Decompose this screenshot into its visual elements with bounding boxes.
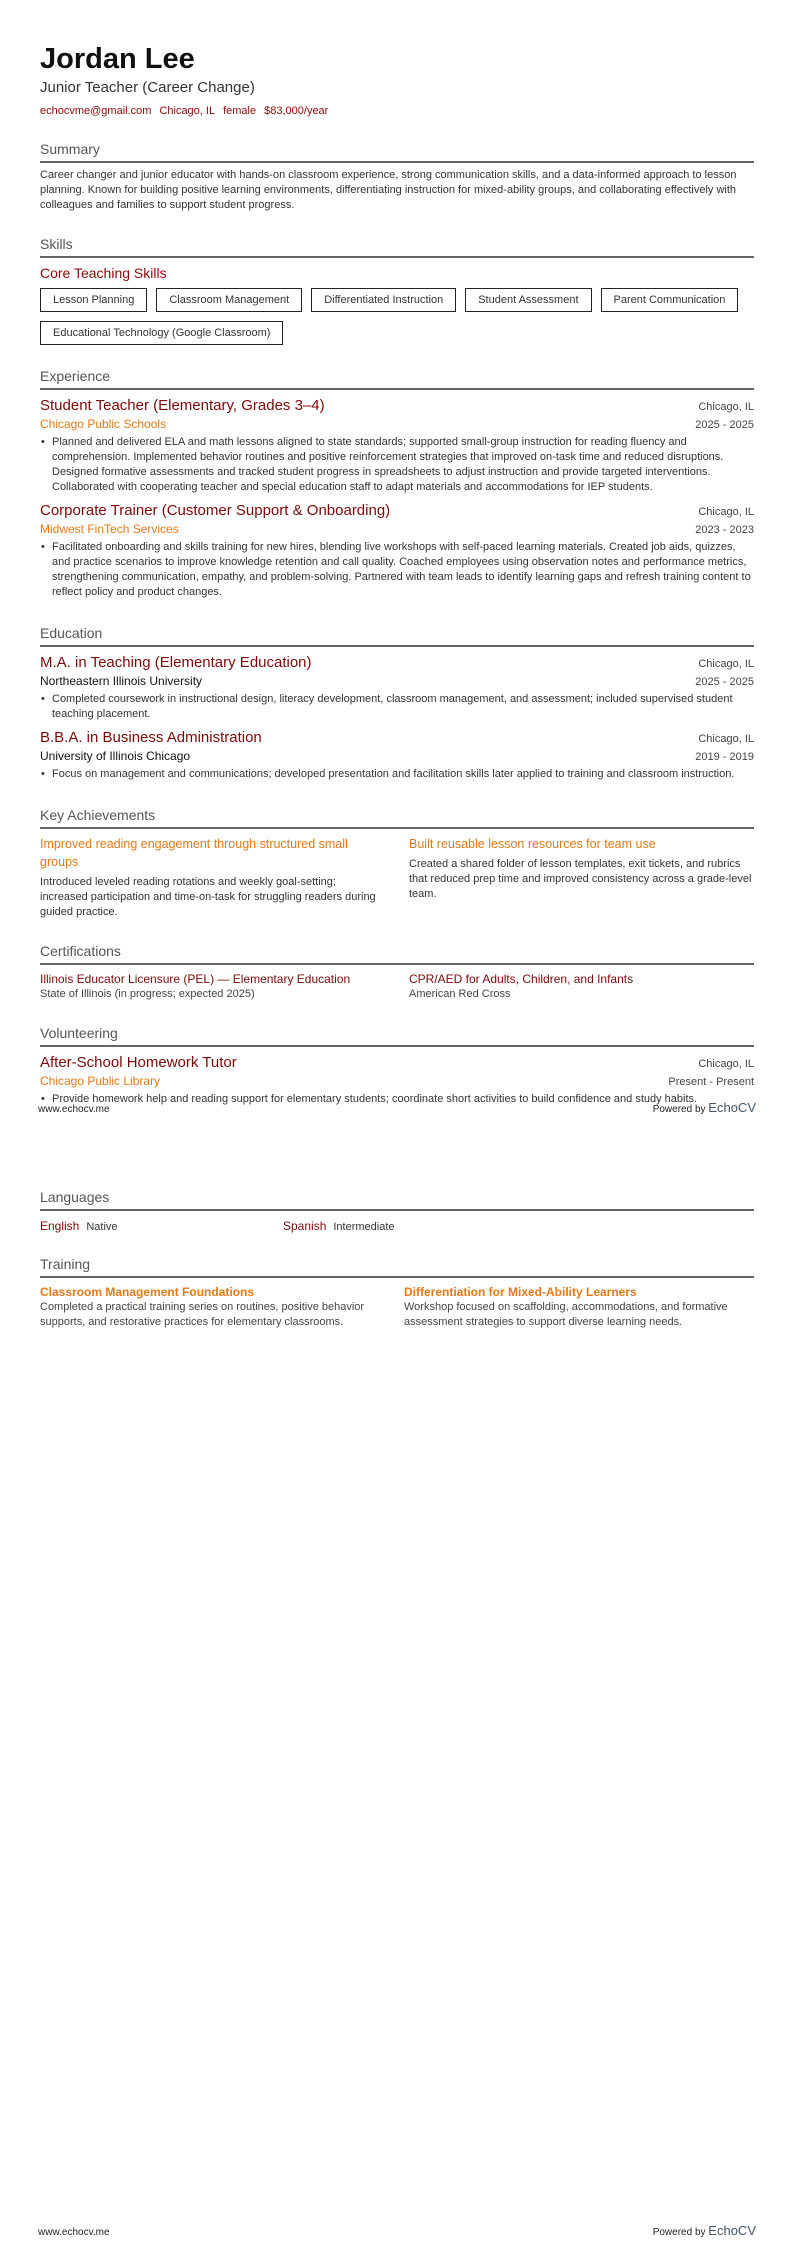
skill-tag: Differentiated Instruction	[311, 288, 456, 312]
language-level: Native	[86, 1221, 118, 1233]
candidate-name: Jordan Lee	[40, 43, 195, 75]
job-location: Chicago, IL	[698, 401, 754, 413]
section-heading: Certifications	[40, 942, 754, 965]
volunteer-org: Chicago Public Library	[40, 1074, 161, 1088]
page-footer	[38, 2223, 756, 2238]
summary-text: Career changer and junior educator with hands-on classroom experience, strong communication skills, and a data-informed approach to lesson planning. Known for building positive learning environments, differentiating instruction for mixed-ability groups, and collaborating effectively with colleagues and families to support student progress.	[40, 169, 737, 211]
job-company: Chicago Public Schools	[40, 417, 167, 431]
brand-logo[interactable]: EchoCV	[708, 1100, 756, 1115]
certifications-section	[40, 942, 754, 1002]
achievement-description: Created a shared folder of lesson templates, exit tickets, and rubrics that reduced prep time and improved consistency across a grade-level team.	[409, 858, 752, 900]
section-heading: Skills	[40, 235, 754, 258]
job-title: Corporate Trainer (Customer Support & Onboarding)	[40, 502, 391, 519]
job-company: Midwest FinTech Services	[40, 522, 179, 536]
school-name: Northeastern Illinois University	[40, 674, 203, 688]
volunteer-dates: Present - Present	[668, 1076, 754, 1088]
achievements-section	[40, 806, 754, 920]
language-item	[40, 1219, 283, 1233]
skill-tag: Classroom Management	[156, 288, 302, 312]
page-footer	[38, 1100, 756, 1115]
training-title: Classroom Management Foundations	[40, 1285, 255, 1299]
education-dates: 2019 - 2019	[695, 751, 754, 763]
languages-section	[40, 1188, 754, 1233]
skills-section	[40, 235, 754, 345]
summary-section	[40, 140, 754, 213]
language-item	[283, 1219, 526, 1233]
training-description: Workshop focused on scaffolding, accommodations, and formative assessment strategies to support diverse learning needs.	[404, 1301, 728, 1328]
powered-by	[653, 2223, 756, 2238]
school-location: Chicago, IL	[698, 733, 754, 745]
footer-site-link[interactable]: www.echocv.me	[38, 2227, 110, 2238]
volunteering-section	[40, 1024, 754, 1107]
skill-tags	[40, 288, 754, 345]
school-location: Chicago, IL	[698, 658, 754, 670]
powered-by	[653, 1100, 756, 1115]
education-dates: 2025 - 2025	[695, 676, 754, 688]
education-entry	[40, 653, 754, 722]
skill-tag: Parent Communication	[601, 288, 739, 312]
school-name: University of Illinois Chicago	[40, 749, 191, 763]
skill-tag: Lesson Planning	[40, 288, 147, 312]
achievement-item	[409, 835, 754, 920]
volunteer-location: Chicago, IL	[698, 1058, 754, 1070]
section-heading: Languages	[40, 1188, 754, 1211]
section-heading: Training	[40, 1255, 754, 1278]
job-dates: 2023 - 2023	[695, 524, 754, 536]
section-heading: Volunteering	[40, 1024, 754, 1047]
education-bullet: • Focus on management and communications; developed presentation and facilitation skills later applied to training and classroom instruction.	[52, 767, 754, 782]
language-name: English	[40, 1219, 80, 1233]
job-bullet: • Facilitated onboarding and skills training for new hires, blending live workshops with self-paced learning materials. Created job aids, quizzes, and practice scenarios to improve knowledge retention and call quality. Coached employees using observation notes and performance metrics, strengthening communication, empathy, and problem-solving. Partnered with team leads to identify learning gaps and refresh training content to reflect policy and product changes.	[52, 540, 754, 600]
achievement-description: Introduced leveled reading rotations and weekly goal-setting; increased participation and time-on-task for struggling readers during guided practice.	[40, 876, 376, 918]
training-section	[40, 1255, 754, 1330]
training-title: Differentiation for Mixed-Ability Learners	[404, 1285, 637, 1299]
section-heading: Key Achievements	[40, 806, 754, 829]
section-heading: Summary	[40, 140, 754, 163]
resume-page-2	[0, 1123, 794, 2246]
skill-tag: Student Assessment	[465, 288, 591, 312]
job-location: Chicago, IL	[698, 506, 754, 518]
volunteer-bullet: • Provide homework help and reading support for elementary students; coordinate short activities to build confidence and study habits.	[52, 1092, 754, 1107]
volunteering-entry	[40, 1053, 754, 1107]
training-item	[40, 1284, 390, 1330]
experience-entry	[40, 501, 754, 600]
certification-issuer: State of Illinois (in progress; expected 2025)	[40, 988, 255, 1000]
language-level: Intermediate	[333, 1221, 395, 1233]
powered-by-label: Powered by	[652, 1104, 706, 1115]
education-bullet: • Completed coursework in instructional design, literacy development, classroom management, and assessment; included supervised student teaching placement.	[52, 692, 754, 722]
brand-logo[interactable]: EchoCV	[708, 2223, 756, 2238]
degree-title: M.A. in Teaching (Elementary Education)	[40, 654, 312, 671]
footer-site-link[interactable]: www.echocv.me	[38, 1104, 110, 1115]
training-item	[404, 1284, 754, 1330]
experience-section	[40, 367, 754, 600]
contact-info	[40, 104, 754, 118]
degree-title: B.B.A. in Business Administration	[40, 729, 262, 746]
volunteer-role: After-School Homework Tutor	[40, 1054, 237, 1071]
section-heading: Education	[40, 624, 754, 647]
achievement-title: Built reusable lesson resources for team use	[409, 837, 656, 851]
achievement-title: Improved reading engagement through structured small groups	[40, 837, 348, 869]
certification-item	[40, 971, 385, 1002]
education-section	[40, 624, 754, 782]
candidate-title: Junior Teacher (Career Change)	[40, 79, 255, 96]
experience-entry	[40, 396, 754, 495]
language-name: Spanish	[283, 1219, 327, 1233]
certification-item	[409, 971, 754, 1002]
section-heading: Experience	[40, 367, 754, 390]
skill-tag: Educational Technology (Google Classroom)	[40, 321, 283, 345]
powered-by-label: Powered by	[652, 2227, 706, 2238]
contact-salary: $83,000/year	[264, 105, 329, 117]
job-title: Student Teacher (Elementary, Grades 3–4)	[40, 397, 325, 414]
certification-title: Illinois Educator Licensure (PEL) — Elementary Education	[40, 972, 351, 986]
skill-group-title: Core Teaching Skills	[40, 265, 167, 281]
contact-location: Chicago, IL	[159, 105, 216, 117]
training-description: Completed a practical training series on routines, positive behavior supports, and restorative practices for elementary classrooms.	[40, 1301, 365, 1328]
job-bullet: • Planned and delivered ELA and math lessons aligned to state standards; supported small-group instruction for reading fluency and comprehension. Implemented behavior routines and positive reinforcement strategies that improved on-task time and reduced disruptions. Designed formative assessments and tracked student progress in spreadsheets to adjust instruction and provide targeted interventions. Collaborated with cooperating teacher and special education staff to adapt materials and accommodations for IEP students.	[52, 435, 754, 495]
contact-email[interactable]: echocvme@gmail.com	[40, 105, 152, 117]
education-entry	[40, 728, 754, 782]
certification-issuer: American Red Cross	[409, 988, 511, 1000]
contact-gender: female	[223, 105, 257, 117]
achievement-item	[40, 835, 385, 920]
job-dates: 2025 - 2025	[695, 419, 754, 431]
certification-title: CPR/AED for Adults, Children, and Infants	[409, 972, 634, 986]
